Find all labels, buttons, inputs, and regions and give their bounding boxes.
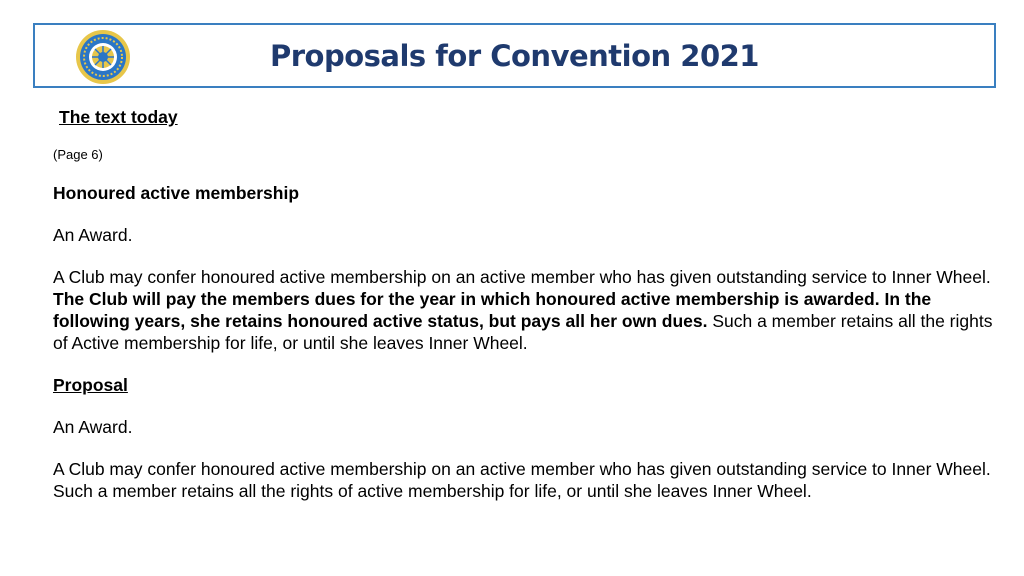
- current-text-heading: The text today: [59, 107, 178, 127]
- proposal-paragraph: A Club may confer honoured active membership on an active member who has given outstanding service to Inner Wheel. Such a member retains all the rights of active membership for life, or until she leaves Inner Wheel.: [53, 459, 991, 501]
- proposal-award-line: An Award.: [53, 417, 133, 437]
- page-reference: (Page 6): [53, 147, 103, 162]
- current-subheading: Honoured active membership: [53, 183, 300, 203]
- slide-title: Proposals for Convention 2021: [270, 39, 759, 73]
- current-paragraph: [53, 266, 993, 354]
- current-paragraph-bold: The Club will pay the members dues for the year in which honoured active membership is awarded. In the following years, she retains honoured active status, but pays all her own dues.: [53, 289, 932, 331]
- current-award-line: An Award.: [53, 225, 133, 245]
- slide-header: [33, 23, 996, 88]
- current-paragraph-start: A Club may confer honoured active membership on an active member who has given outstanding service to Inner Wheel.: [53, 267, 991, 287]
- current-paragraph-end: Such a member retains all the rights of Active membership for life, or until she leaves Inner Wheel.: [53, 311, 993, 353]
- proposal-heading: Proposal: [53, 375, 128, 395]
- slide-body: [53, 106, 993, 502]
